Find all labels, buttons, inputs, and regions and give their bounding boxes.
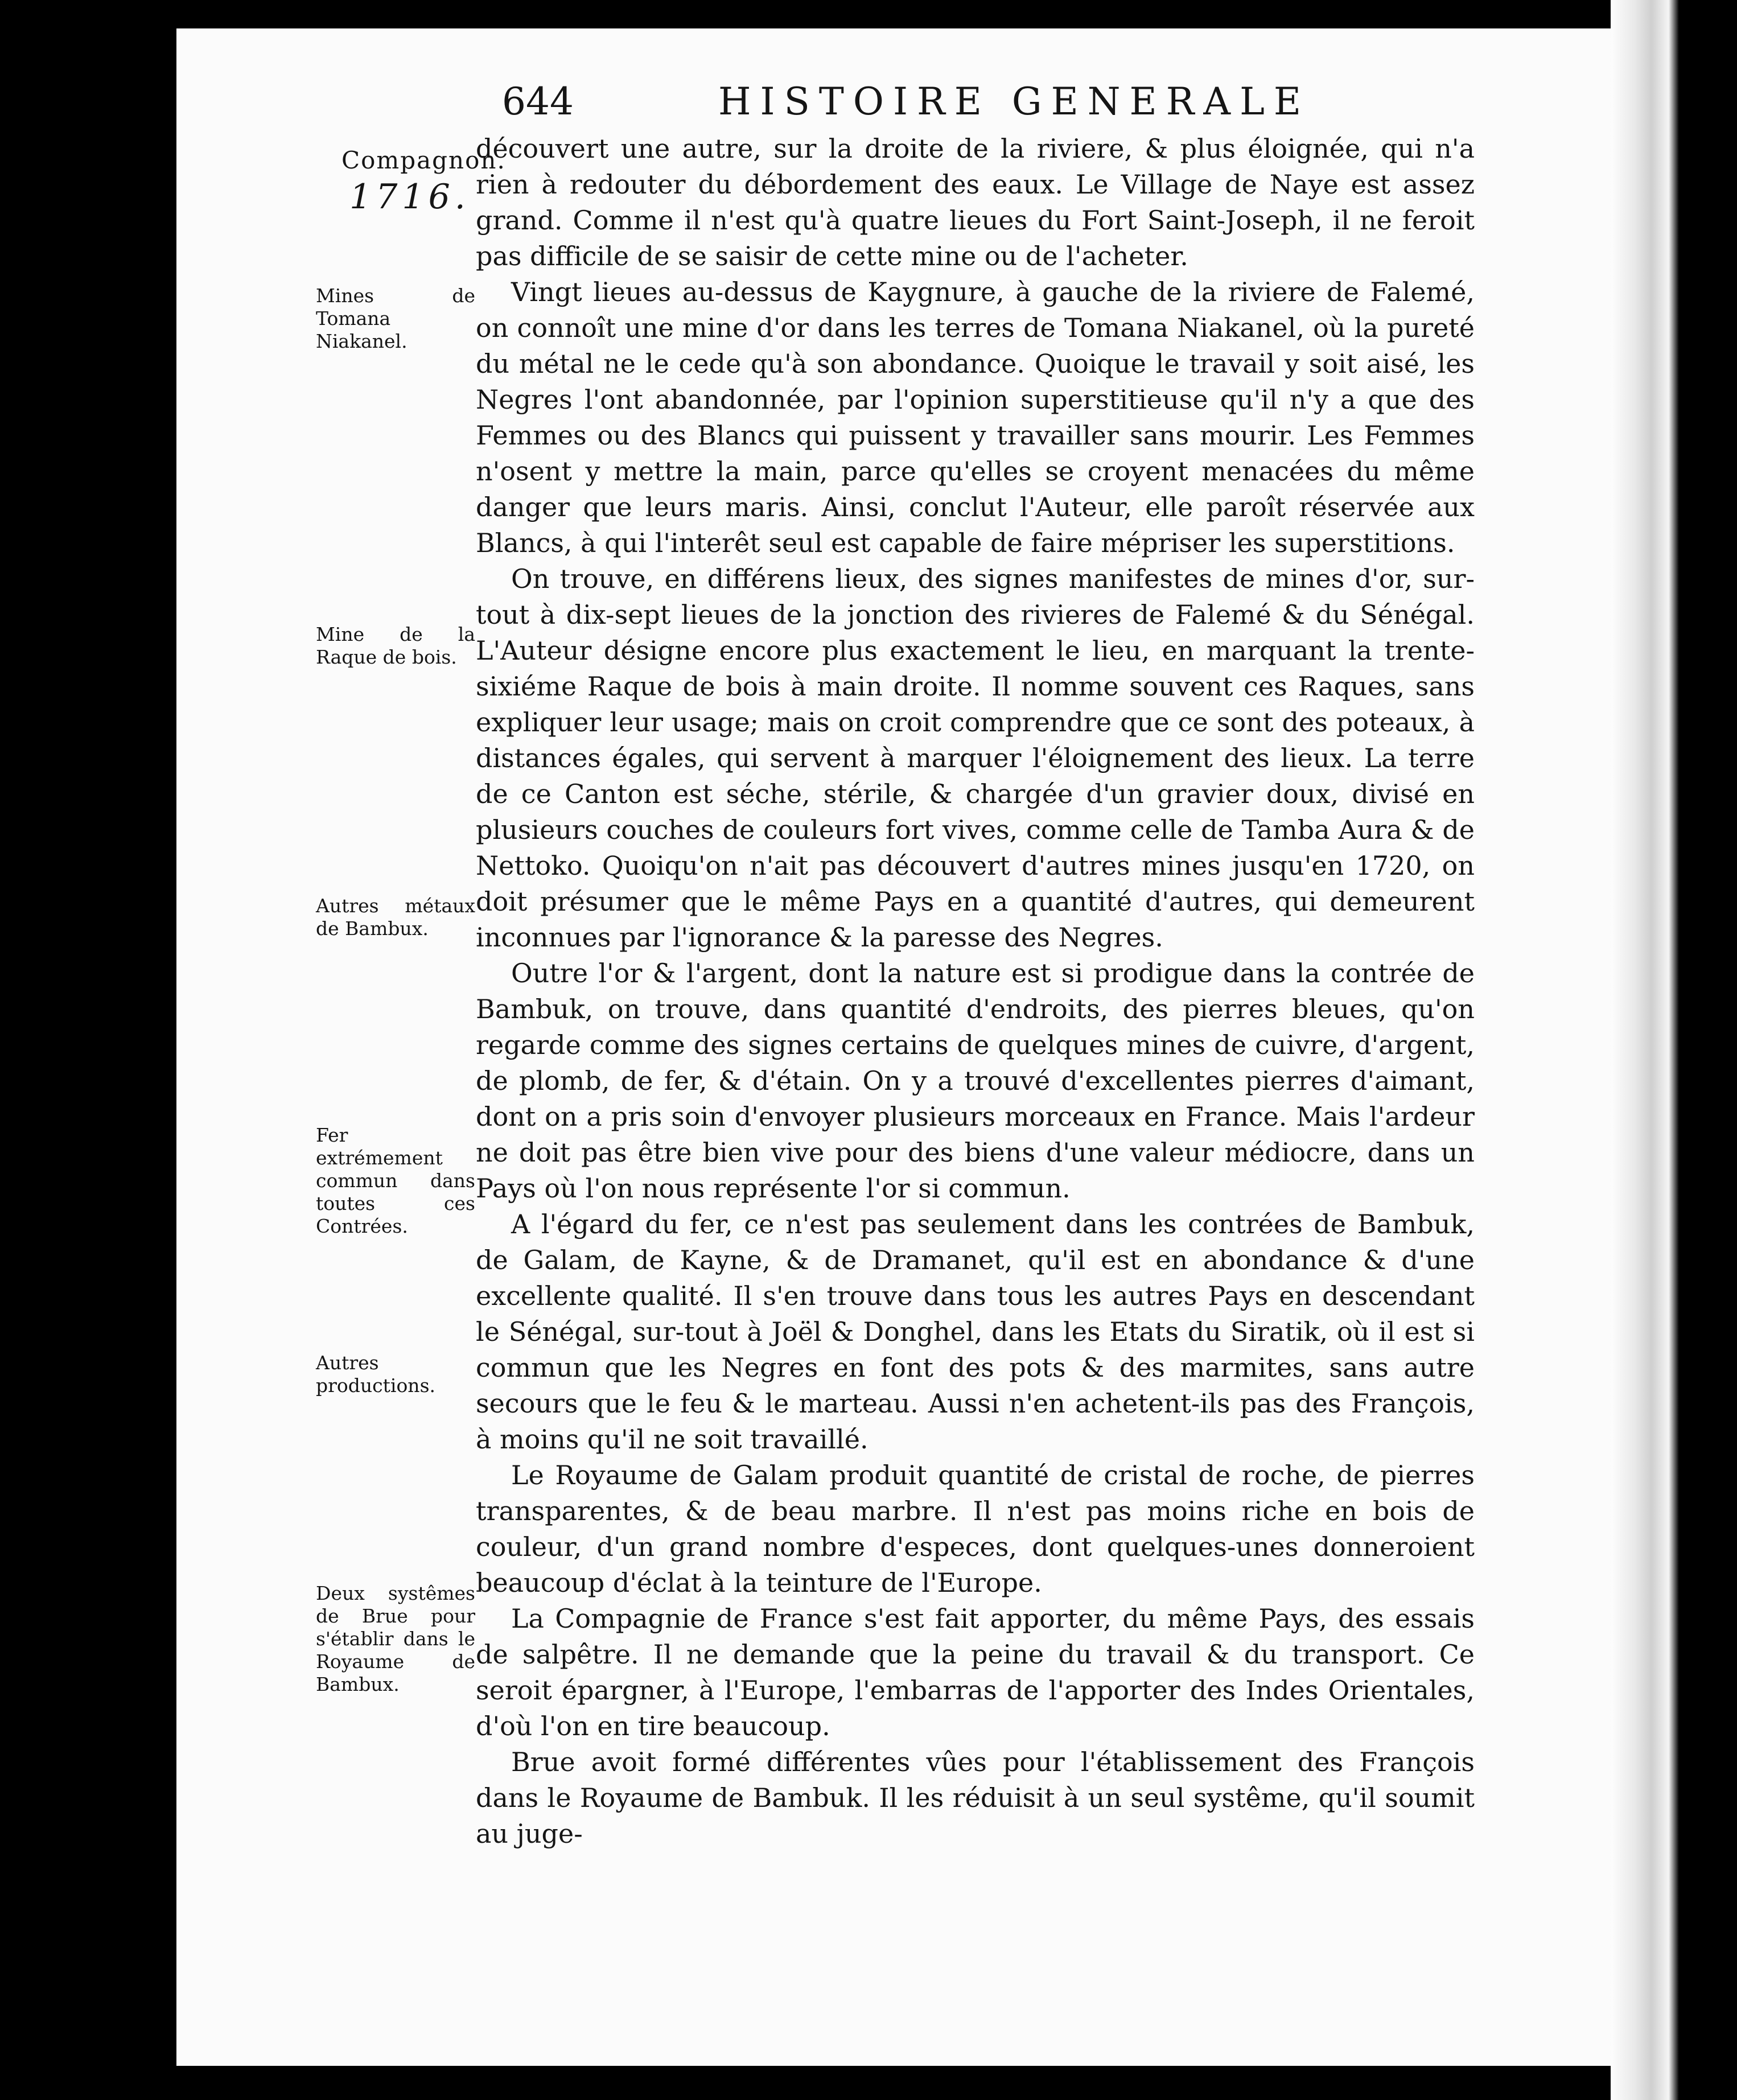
side-head-year: 1716. bbox=[349, 177, 470, 217]
paragraph: La Compagnie de France s'est fait apporter, du même Pays, des essais de salpêtre. Il ne demande que la peine du travail & du transport. Ce seroit épargner, à l'Europe, l'embarras de l'apporter des Indes Orientales, d'où l'on en tire beaucoup. bbox=[476, 1603, 1475, 1741]
paragraph: Le Royaume de Galam produit quantité de cristal de roche, de pierres transparentes, & de beau marbre. Il n'est pas moins riche en bois de couleur, d'un grand nombre d'especes, dont quelques-unes donneroient beaucoup d'éclat à la teinture de l'Europe. bbox=[476, 1460, 1475, 1598]
margin-note: Mine de la Raque de bois. bbox=[316, 623, 475, 668]
paragraph: découvert une autre, sur la droite de la riviere, & plus éloignée, qui n'a rien à redouter du débordement des eaux. Le Village de Naye est assez grand. Comme il n'est qu'à quatre lieues du Fort Saint-Joseph, il ne feroit pas difficile de se saisir de cette mine ou de l'acheter. bbox=[476, 133, 1475, 271]
paragraph: Brue avoit formé différentes vûes pour l'établissement des François dans le Royaume de Bambuk. Il les réduisit à un seul systême, qu'il soumit au juge- bbox=[476, 1747, 1475, 1849]
paragraph: On trouve, en différens lieux, des signes manifestes de mines d'or, sur-tout à dix-sept lieues de la jonction des rivieres de Falemé & du Sénégal. L'Auteur désigne encore plus exactement le lieu, en marquant la trente-sixiéme Raque de bois à main droite. Il nomme souvent ces Raques, sans expliquer leur usage; mais on croit comprendre que ce sont des poteaux, à distances égales, qui servent à marquer l'éloignement des lieux. La terre de ce Canton est séche, stérile, & chargée d'un gravier doux, divisé en plusieurs couches de couleurs fort vives, comme celle de Tamba Aura & de Nettoko. Quoiqu'on n'ait pas découvert d'autres mines jusqu'en 1720, on doit présumer que le même Pays en a quantité d'autres, qui demeurent inconnues par l'ignorance & la paresse des Negres. bbox=[476, 563, 1475, 953]
running-head bbox=[502, 80, 1310, 137]
body-text bbox=[476, 131, 1475, 1852]
margin-note: Fer extrémement commun dans toutes ces Contrées. bbox=[316, 1124, 475, 1237]
margin-note: Mines de Tomana Niakanel. bbox=[316, 285, 475, 352]
paragraph: Vingt lieues au-dessus de Kaygnure, à gauche de la riviere de Falemé, on connoît une mine d'or dans les terres de Tomana Niakanel, où la pureté du métal ne le cede qu'à son abondance. Quoique le travail y soit aisé, les Negres l'ont abandonnée, par l'opinion superstitieuse qu'il n'y a que des Femmes ou des Blancs qui puissent y travailler sans mourir. Les Femmes n'osent y mettre la main, parce qu'elles se croyent menacées du même danger que leurs maris. Ainsi, conclut l'Auteur, elle paroît réservée aux Blancs, à qui l'interêt seul est capable de faire mépriser les superstitions. bbox=[476, 277, 1475, 558]
paragraph: A l'égard du fer, ce n'est pas seulement dans les contrées de Bambuk, de Galam, de Kayne, & de Dramanet, qu'il est en abondance & d'une excellente qualité. Il s'en trouve dans tous les autres Pays en descendant le Sénégal, sur-tout à Joël & Donghel, dans les Etats du Siratik, où il est si commun que les Negres en font des pots & des marmites, sans autre secours que le feu & le marteau. Aussi n'en achetent-ils pas des François, à moins qu'il ne soit travaillé. bbox=[476, 1209, 1475, 1455]
paragraph: Outre l'or & l'argent, dont la nature est si prodigue dans la contrée de Bambuk, on trouve, dans quantité d'endroits, des pierres bleues, qu'on regarde comme des signes certains de quelques mines de cuivre, d'argent, de plomb, de fer, & d'étain. On y a trouvé d'excellentes pierres d'aimant, dont on a pris soin d'envoyer plusieurs morceaux en France. Mais l'ardeur ne doit pas être bien vive pour des biens d'une valeur médiocre, dans un Pays où l'on nous représente l'or si commun. bbox=[476, 958, 1475, 1204]
margin-note: Autres productions. bbox=[316, 1352, 435, 1397]
page-edge bbox=[1611, 0, 1679, 2100]
running-title: HISTOIRE GENERALE bbox=[718, 80, 1311, 123]
margin-note: Deux systêmes de Brue pour s'établir dans le Royaume de Bambux. bbox=[316, 1582, 475, 1695]
side-head-label: Compagnon. bbox=[341, 146, 506, 174]
side-head bbox=[341, 142, 506, 217]
margin-note: Autres métaux de Bambux. bbox=[316, 895, 475, 940]
page-number: 644 bbox=[502, 80, 574, 123]
